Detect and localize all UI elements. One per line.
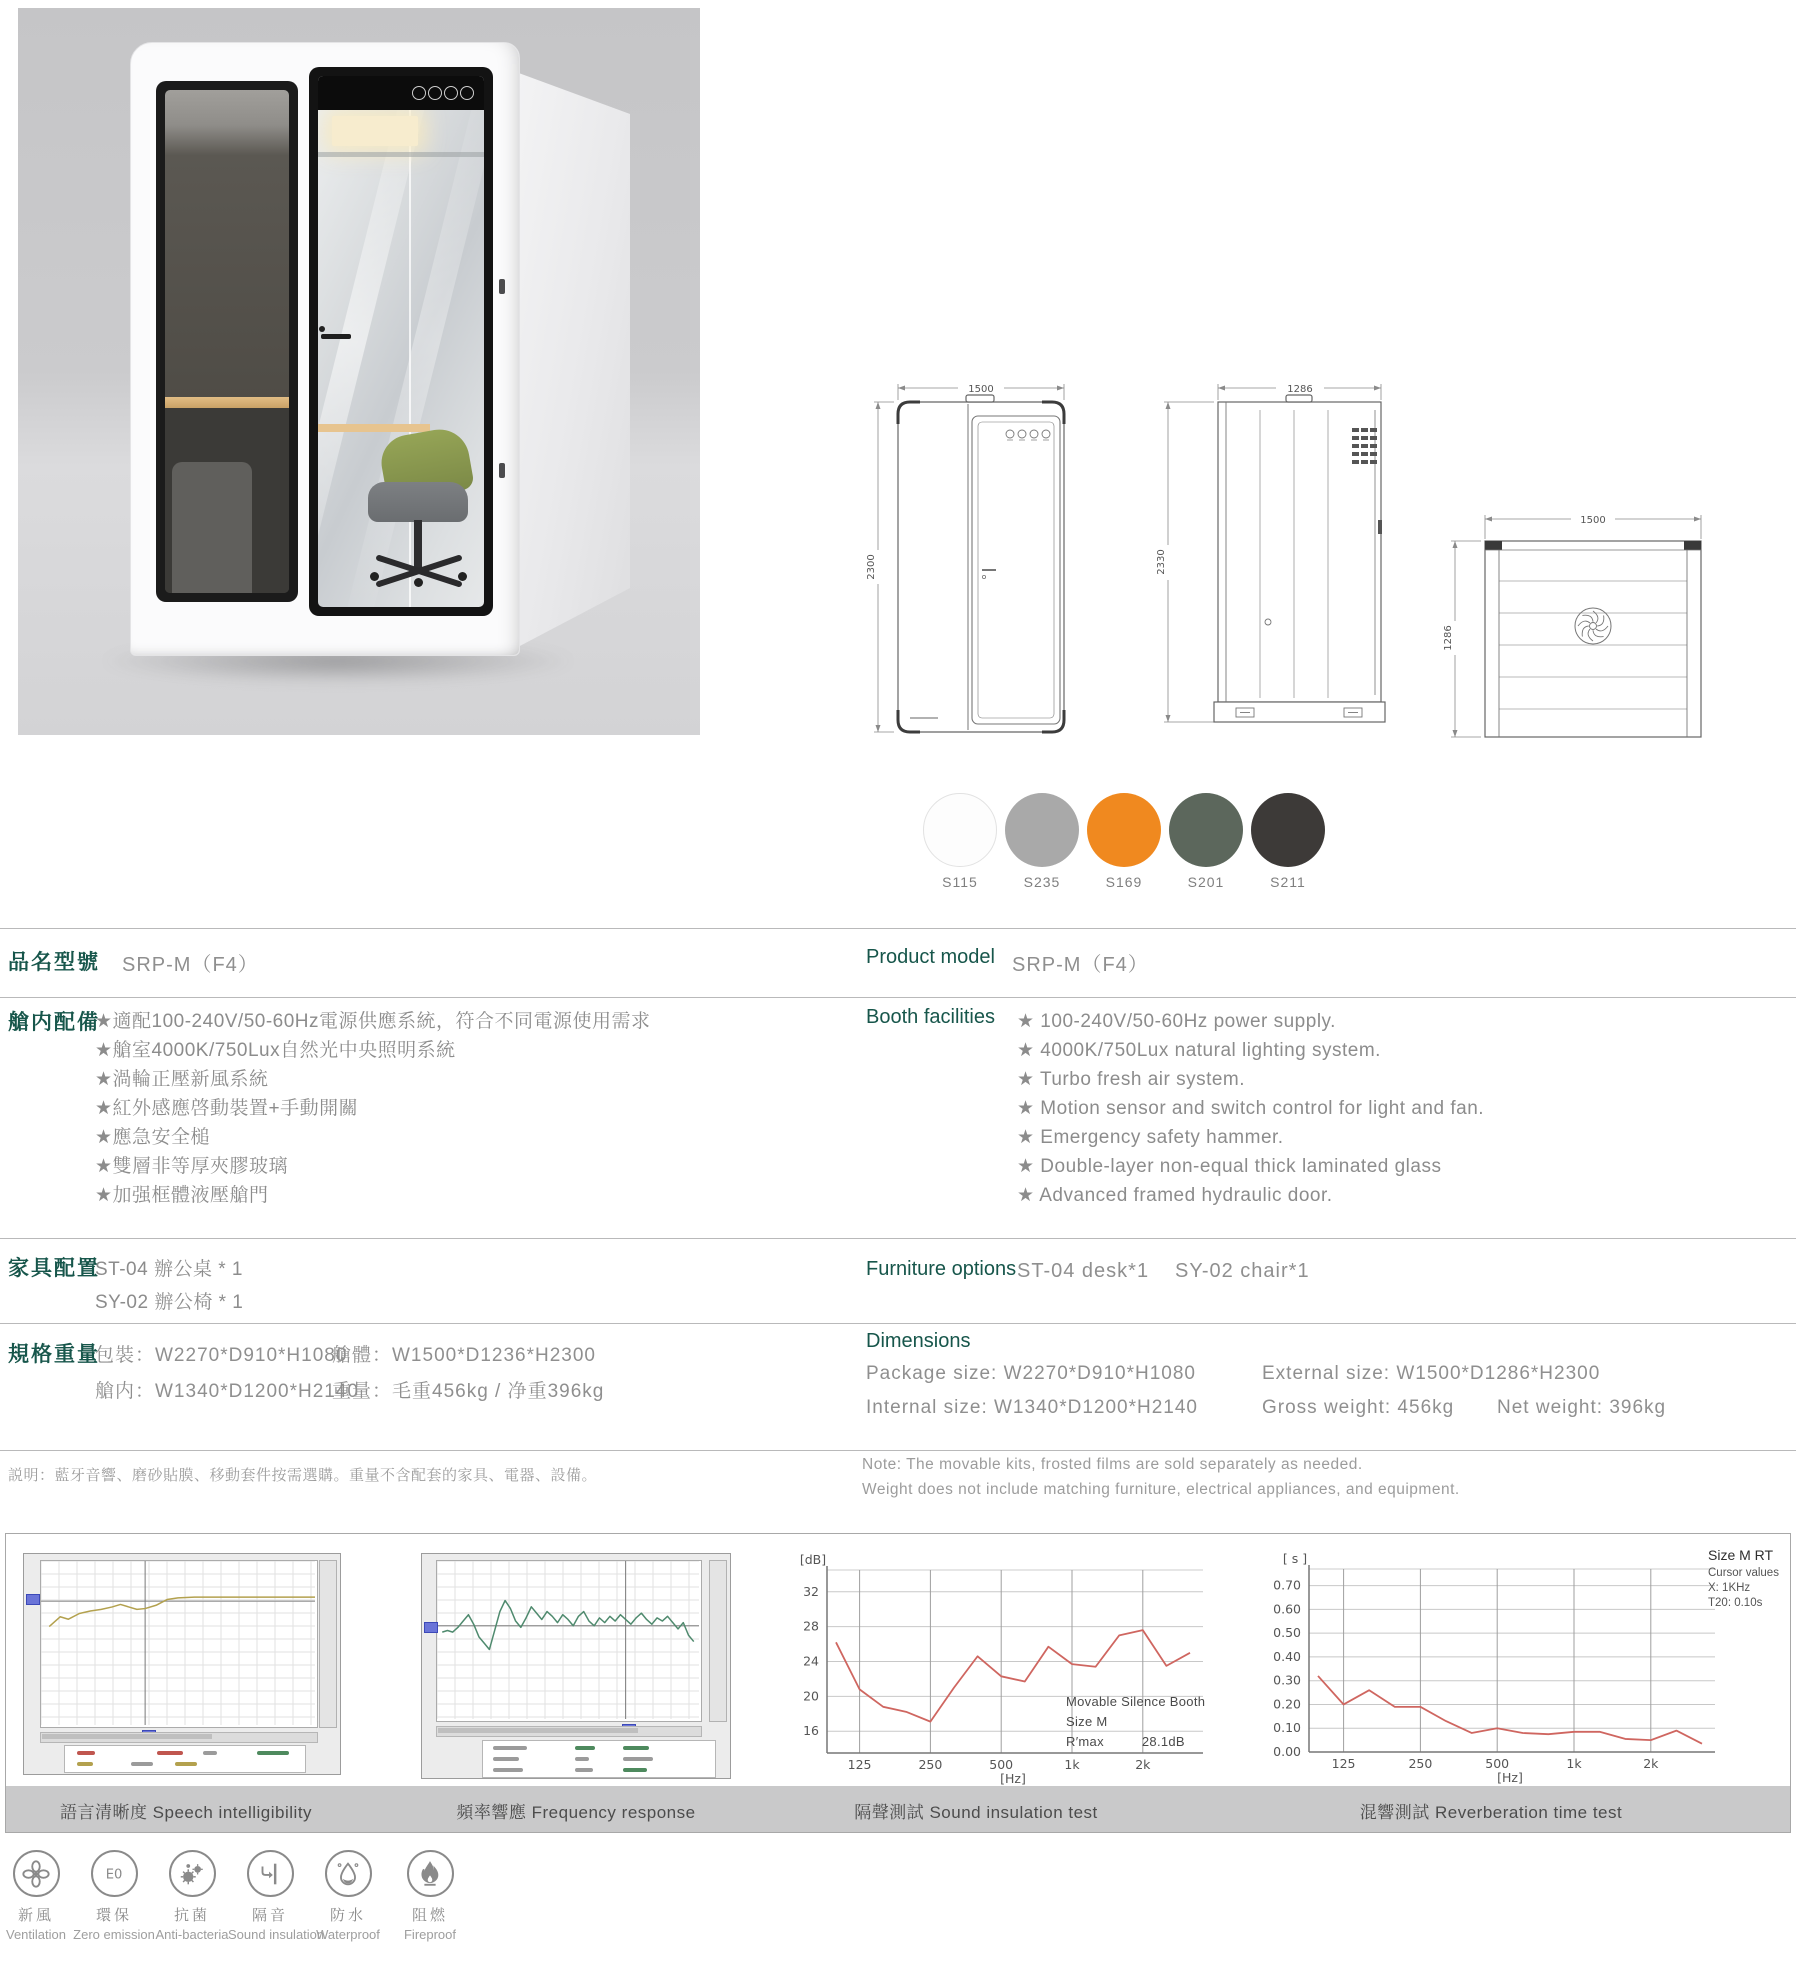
dim-weight-zh: 重量：毛重456kg / 净重396kg [332, 1381, 605, 1402]
insulation-annotation: Movable Silence Booth Size M R′max 28.1dB [1066, 1692, 1205, 1752]
frequency-response-chart [421, 1553, 731, 1779]
svg-text:500: 500 [989, 1757, 1014, 1772]
caption-reverberation: 混響測試 Reverberation time test [1359, 1803, 1623, 1822]
svg-text:0.30: 0.30 [1273, 1672, 1301, 1688]
feature-ventilation [0, 1850, 78, 1942]
drawing-front-view [858, 370, 1093, 742]
facility-item: ★ Turbo fresh air system. [1017, 1069, 1246, 1090]
feature-label-en: Fireproof [403, 1927, 457, 1942]
dim-front-width: 1500 [968, 384, 994, 395]
facility-item: ★ 100-240V/50-60Hz power supply. [1017, 1011, 1336, 1032]
facilities-list-en [1017, 1007, 1484, 1210]
booth-glass-door [309, 67, 493, 616]
svg-text:0.20: 0.20 [1273, 1696, 1301, 1712]
caption-frequency: 頻率響應 Frequency response [456, 1803, 696, 1822]
svg-text:24: 24 [803, 1653, 819, 1669]
svg-text:125: 125 [1331, 1756, 1356, 1771]
svg-text:28: 28 [803, 1618, 819, 1634]
feature-anti-bacteria [150, 1850, 234, 1942]
feature-label-zh: 抗菌 [173, 1907, 210, 1924]
status-bar [482, 1740, 716, 1778]
svg-text:1k: 1k [1064, 1757, 1080, 1772]
booth-interior [165, 90, 289, 593]
svg-text:[ s ]: [ s ] [1282, 1553, 1308, 1566]
svg-text:0.50: 0.50 [1273, 1625, 1301, 1641]
feature-fireproof [388, 1850, 472, 1942]
svg-text:2k: 2k [1643, 1756, 1659, 1771]
furniture-item: ST-04 desk*1 [1017, 1260, 1150, 1282]
caption-insulation: 隔聲測試 Sound insulation test [854, 1803, 1098, 1822]
feature-label-en: Sound insulation [228, 1927, 325, 1942]
office-chair [366, 432, 482, 607]
swatch-code: S211 [1270, 874, 1306, 890]
feature-label-zh: 環保 [95, 1907, 132, 1924]
dim-external-en: External size: W1500*D1286*H2300 [1262, 1363, 1601, 1384]
control-icon [460, 86, 474, 100]
row-label-dimensions-en: Dimensions [866, 1330, 971, 1352]
dim-side-height: 2330 [1156, 549, 1167, 575]
sound-insulation-icon [247, 1850, 294, 1897]
product-photo [18, 8, 700, 735]
furniture-item: ST-04 辦公桌 * 1 [95, 1259, 243, 1280]
dim-package-zh: 包裝：W2270*D910*H1080 [95, 1345, 348, 1366]
feature-label-en: Anti-bacteria [155, 1927, 229, 1942]
booth-desk [165, 397, 289, 408]
dim-body-zh: 艙體：W1500*D1236*H2300 [332, 1345, 596, 1366]
rmax-label: R′max [1066, 1734, 1104, 1749]
facility-item: ★ 4000K/750Lux natural lighting system. [1017, 1040, 1381, 1061]
feature-label-zh: 隔音 [251, 1907, 288, 1924]
water-drop-icon [325, 1850, 372, 1897]
row-label-furniture-en: Furniture options [866, 1258, 1017, 1280]
booth-side-panel [510, 60, 630, 660]
privacy-panel [172, 462, 251, 593]
speech-intelligibility-chart [23, 1553, 341, 1775]
model-value-zh: SRP-M（F4） [122, 954, 259, 976]
svg-text:250: 250 [1408, 1756, 1433, 1771]
facility-item: ★適配100-240V/50-60Hz電源供應系統，符合不同電源使用需求 [95, 1011, 651, 1032]
feature-label-en: Ventilation [6, 1927, 66, 1942]
svg-text:0.70: 0.70 [1273, 1577, 1301, 1593]
swatch-code: S235 [1023, 874, 1061, 890]
reverberation-chart [1263, 1553, 1723, 1788]
svg-text:[dB]: [dB] [799, 1554, 827, 1567]
door-control-panel [318, 76, 484, 110]
svg-text:[Hz]: [Hz] [1497, 1770, 1523, 1785]
feature-label-zh: 新風 [17, 1907, 54, 1924]
svg-text:1k: 1k [1566, 1756, 1582, 1771]
drawing-side-view [1148, 370, 1398, 742]
svg-text:0.60: 0.60 [1273, 1601, 1301, 1617]
feature-waterproof [306, 1850, 390, 1942]
facility-item: ★ Motion sensor and switch control for light and fan. [1017, 1098, 1485, 1119]
furniture-item: SY-02 chair*1 [1175, 1260, 1310, 1282]
e0-icon [91, 1850, 138, 1897]
color-swatch-s201 [1169, 793, 1243, 867]
door-hinge [499, 463, 505, 478]
scrollbar [40, 1732, 318, 1743]
drawing-back-view [1433, 503, 1725, 749]
booth-window-frame [156, 81, 298, 602]
svg-text:0.00: 0.00 [1273, 1744, 1301, 1759]
note-zh: 説明：藍牙音響、磨砂貼膜、移動套件按需選購。重量不含配套的家具、電器、設備。 [8, 1467, 598, 1484]
color-swatch-s235 [1005, 793, 1079, 867]
swatch-code: S169 [1105, 874, 1143, 890]
row-label-furniture-zh: 家具配置 [8, 1257, 100, 1280]
dim-internal-en: Internal size: W1340*D1200*H2140 [866, 1397, 1198, 1418]
facility-item: ★渦輪正壓新風系統 [95, 1069, 269, 1090]
row-label-model-en: Product model [866, 946, 995, 968]
note-en-line1: Note: The movable kits, frosted films are sold separately as needed. [862, 1456, 1363, 1473]
flame-icon [407, 1850, 454, 1897]
furniture-item: SY-02 辦公椅 * 1 [95, 1292, 244, 1313]
booth-front-panel [130, 42, 520, 656]
facility-item: ★ Double-layer non-equal thick laminated glass [1017, 1156, 1442, 1177]
dim-internal-zh: 艙内：W1340*D1200*H2140 [95, 1381, 359, 1402]
dim-gross-en: Gross weight: 456kg [1262, 1397, 1455, 1418]
svg-text:[Hz]: [Hz] [1000, 1771, 1026, 1786]
bacteria-icon [169, 1850, 216, 1897]
svg-text:125: 125 [847, 1757, 872, 1772]
color-swatch-s211 [1251, 793, 1325, 867]
control-icon [412, 86, 426, 100]
door-handle [321, 334, 351, 339]
right-scale [319, 1560, 337, 1728]
chart-caption-strip [6, 1786, 1790, 1832]
dim-back-height: 1286 [1443, 625, 1454, 651]
row-label-facilities-zh: 艙内配備 [8, 1011, 100, 1034]
scrollbar [436, 1726, 702, 1737]
feature-label-zh: 阻燃 [411, 1907, 448, 1924]
facility-item: ★ Advanced framed hydraulic door. [1017, 1185, 1333, 1206]
row-label-facilities-en: Booth facilities [866, 1006, 995, 1028]
svg-text:20: 20 [803, 1688, 819, 1704]
svg-text:500: 500 [1485, 1756, 1510, 1771]
facilities-list-zh [95, 1007, 651, 1210]
acoustic-test-charts [5, 1533, 1791, 1833]
svg-text:250: 250 [918, 1757, 943, 1772]
svg-text:0.40: 0.40 [1273, 1648, 1301, 1664]
fan-icon [13, 1850, 60, 1897]
color-swatch-s115 [923, 793, 997, 867]
facility-item: ★艙室4000K/750Lux自然光中央照明系統 [95, 1040, 456, 1061]
caption-speech: 語言清晰度 Speech intelligibility [59, 1803, 313, 1822]
note-en-line2: Weight does not include matching furniture, electrical appliances, and equipment. [862, 1481, 1460, 1498]
dim-package-en: Package size: W2270*D910*H1080 [866, 1363, 1196, 1384]
facility-item: ★紅外感應啓動裝置+手動開關 [95, 1098, 359, 1119]
door-glass [318, 76, 484, 607]
ceiling-light [332, 116, 418, 146]
feature-label-en: Zero emission [73, 1927, 155, 1942]
row-label-model-zh: 品名型號 [8, 951, 100, 974]
svg-text:0.10: 0.10 [1273, 1720, 1301, 1736]
facility-item: ★加强框體液壓艙門 [95, 1185, 269, 1206]
feature-zero-emission [72, 1850, 156, 1942]
color-swatch-s169 [1087, 793, 1161, 867]
reverberation-legend: Size M RT Cursor values X: 1KHz T20: 0.10s [1708, 1547, 1779, 1609]
control-icon [428, 86, 442, 100]
swatch-code: S201 [1187, 874, 1225, 890]
row-label-dimensions-zh: 規格重量 [8, 1343, 100, 1366]
model-value-en: SRP-M（F4） [1012, 954, 1149, 976]
speech-plot [41, 1561, 315, 1725]
status-bar [64, 1745, 306, 1773]
dim-net-en: Net weight: 396kg [1497, 1397, 1667, 1418]
svg-text:16: 16 [803, 1723, 819, 1739]
svg-text:32: 32 [803, 1583, 819, 1599]
feature-sound-insulation [228, 1850, 325, 1942]
facility-item: ★應急安全槌 [95, 1127, 211, 1148]
dim-back-width: 1500 [1580, 515, 1606, 526]
swatch-code: S115 [942, 874, 978, 890]
svg-text:E0: E0 [105, 1867, 123, 1883]
svg-text:2k: 2k [1135, 1757, 1151, 1772]
right-scale [709, 1560, 727, 1722]
feature-label-zh: 防水 [329, 1907, 366, 1924]
rmax-value: 28.1dB [1141, 1734, 1185, 1749]
dim-front-height: 2300 [866, 554, 877, 580]
control-icon [444, 86, 458, 100]
frequency-plot [437, 1561, 699, 1719]
feature-label-en: Waterproof [316, 1927, 380, 1942]
door-hinge [499, 279, 505, 294]
sound-insulation-chart [781, 1554, 1211, 1789]
dim-side-width: 1286 [1287, 384, 1313, 395]
furniture-list-zh [95, 1253, 243, 1319]
facility-item: ★ Emergency safety hammer. [1017, 1127, 1284, 1148]
facility-item: ★雙層非等厚夾膠玻璃 [95, 1156, 289, 1177]
